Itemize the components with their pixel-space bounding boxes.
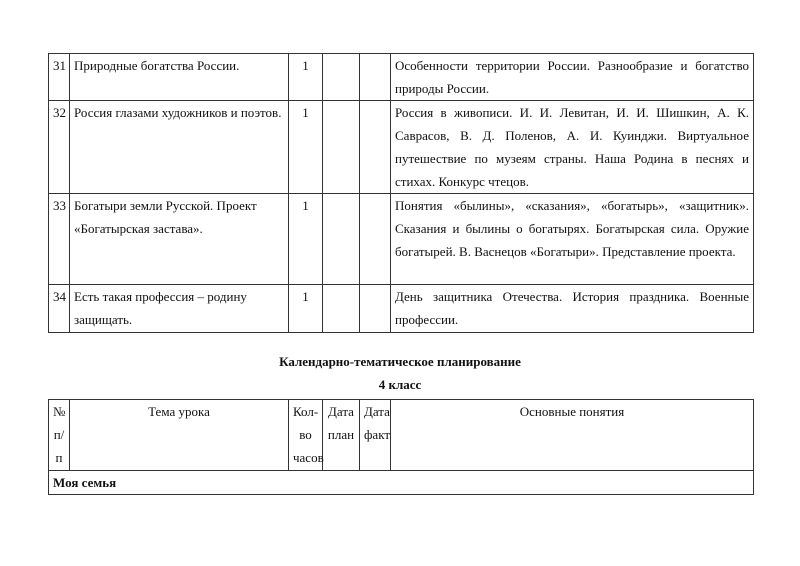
- lesson-topic: Россия глазами художников и поэтов.: [70, 101, 289, 194]
- lesson-number: 31: [49, 54, 70, 101]
- group-title: Моя семья: [49, 471, 754, 495]
- lesson-hours: 1: [289, 285, 323, 333]
- date-plan: [323, 101, 360, 194]
- lesson-hours: 1: [289, 194, 323, 285]
- lesson-topic: Богатыри земли Русской. Проект «Богатырская застава».: [70, 194, 289, 285]
- date-fact: [360, 54, 391, 101]
- group-row: [49, 471, 754, 495]
- section-title: Календарно-тематическое планирование: [279, 354, 521, 369]
- lesson-table-top: [48, 53, 754, 333]
- table-row: [49, 54, 754, 101]
- lesson-hours: 1: [289, 101, 323, 194]
- date-fact: [360, 194, 391, 285]
- lesson-number: 33: [49, 194, 70, 285]
- lesson-number: 32: [49, 101, 70, 194]
- header-num: № п/п: [49, 400, 70, 471]
- lesson-concepts: Россия в живописи. И. И. Левитан, И. И. Шишкин, А. К. Саврасов, В. Д. Поленов, А. И. Куинджи. Виртуальное путешествие по музеям страны. Наша Родина в песнях и стихах. Конкурс чтецов.: [391, 101, 754, 194]
- date-plan: [323, 194, 360, 285]
- header-concepts: Основные понятия: [391, 400, 754, 471]
- lesson-concepts: Понятия «былины», «сказания», «богатырь», «защитник». Сказания и былины о богатырях. Богатырская сила. Оружие богатырей. В. Васнецов «Богатыри». Представление проекта.: [391, 194, 754, 285]
- lesson-topic: Есть такая профессия – родину защищать.: [70, 285, 289, 333]
- date-plan: [323, 54, 360, 101]
- date-fact: [360, 101, 391, 194]
- header-hours: Кол-во часов: [289, 400, 323, 471]
- date-fact: [360, 285, 391, 333]
- date-plan: [323, 285, 360, 333]
- header-topic: Тема урока: [70, 400, 289, 471]
- lesson-hours: 1: [289, 54, 323, 101]
- lesson-concepts: Особенности территории России. Разнообразие и богатство природы России.: [391, 54, 754, 101]
- table-row: [49, 285, 754, 333]
- lesson-concepts: День защитника Отечества. История праздника. Военные профессии.: [391, 285, 754, 333]
- table-row: [49, 101, 754, 194]
- header-date-plan: Дата план: [323, 400, 360, 471]
- lesson-table-grade4: [48, 399, 754, 495]
- table-row: [49, 194, 754, 285]
- section-subtitle: 4 класс: [378, 377, 422, 392]
- lesson-number: 34: [49, 285, 70, 333]
- table-header-row: [49, 400, 754, 471]
- lesson-topic: Природные богатства России.: [70, 54, 289, 101]
- header-date-fact: Дата факт: [360, 400, 391, 471]
